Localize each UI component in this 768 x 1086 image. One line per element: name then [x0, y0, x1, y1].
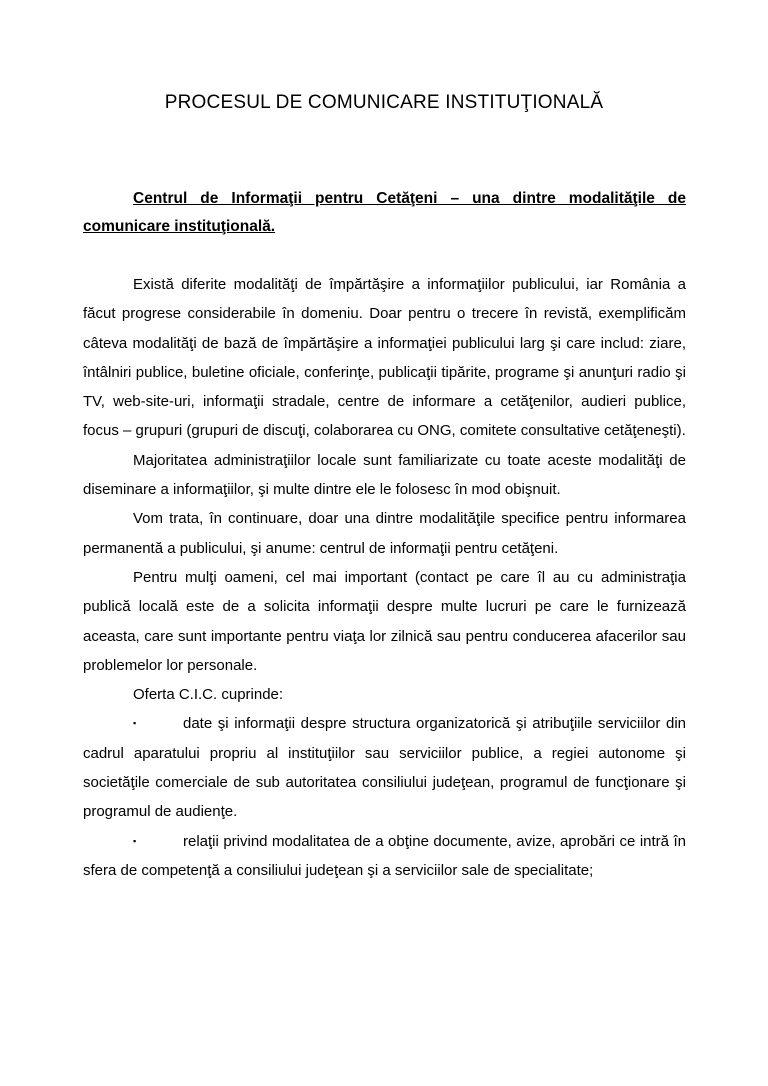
paragraph: Oferta C.I.C. cuprinde: — [133, 686, 284, 704]
bullet-square-icon: ▪ — [133, 718, 137, 729]
paragraph: Vom trata, în continuare, doar una dintre modalităţile specifice pentru informarea permanentă a publicului, şi anume: centrul de informaţii pentru cetăţeni. — [83, 510, 686, 557]
bullet-list-item — [83, 827, 686, 886]
bullet-text: relaţii privind modalitatea de a obţine documente, avize, aprobări ce intră în sfera de competenţă a consiliului judeţean şi a serviciilor sale de specialitate; — [83, 832, 686, 879]
paragraph: Există diferite modalităţi de împărtăşire a informaţiilor publicului, iar România a făcut progrese considerabile în domeniu. Doar pentru o trecere în revistă, exemplificăm câteva modalităţi de bază de împărtăşire a informaţiei publicului larg şi care includ: ziare, întâlniri publice, buletine oficiale, conferinţe, publicaţii tipărite, programe şi anunţuri radio şi TV, web-site-uri, informaţii stradale, centre de informare a cetăţenilor, audieri publice, focus – grupuri (grupuri de discuţi, colaborarea cu ONG, comitete consultative cetăţeneşti). — [83, 276, 686, 440]
document-body — [83, 270, 686, 885]
bullet-square-icon: ▪ — [133, 835, 137, 846]
paragraph: Pentru mulţi oameni, cel mai important (contact pe care îl au cu administraţia publică locală este de a solicita informaţii despre multe lucruri pe care le furnizează aceasta, care sunt importante pentru viaţa lor zilnică sau pentru conducerea afacerilor sau problemelor lor personale. — [83, 568, 686, 674]
bullet-list-item — [83, 709, 686, 826]
bullet-text: date şi informaţii despre structura organizatorică şi atribuţiile serviciilor din cadrul aparatului propriu al instituţiilor sau serviciilor publice, a regiei autonome şi societăţile comerciale de sub autoritatea consiliului judeţean, programul de funcţionare şi programul de audienţe. — [83, 715, 686, 821]
paragraph: Majoritatea administraţiilor locale sunt familiarizate cu toate aceste modalităţi de diseminare a informaţiilor, şi multe dintre ele le folosesc în mod obişnuit. — [83, 451, 686, 499]
document-title: PROCESUL DE COMUNICARE INSTITUŢIONALĂ — [164, 92, 604, 113]
section-heading: Centrul de Informaţii pentru Cetăţeni – una dintre modalităţile de comunicare instituţională. — [83, 190, 686, 235]
